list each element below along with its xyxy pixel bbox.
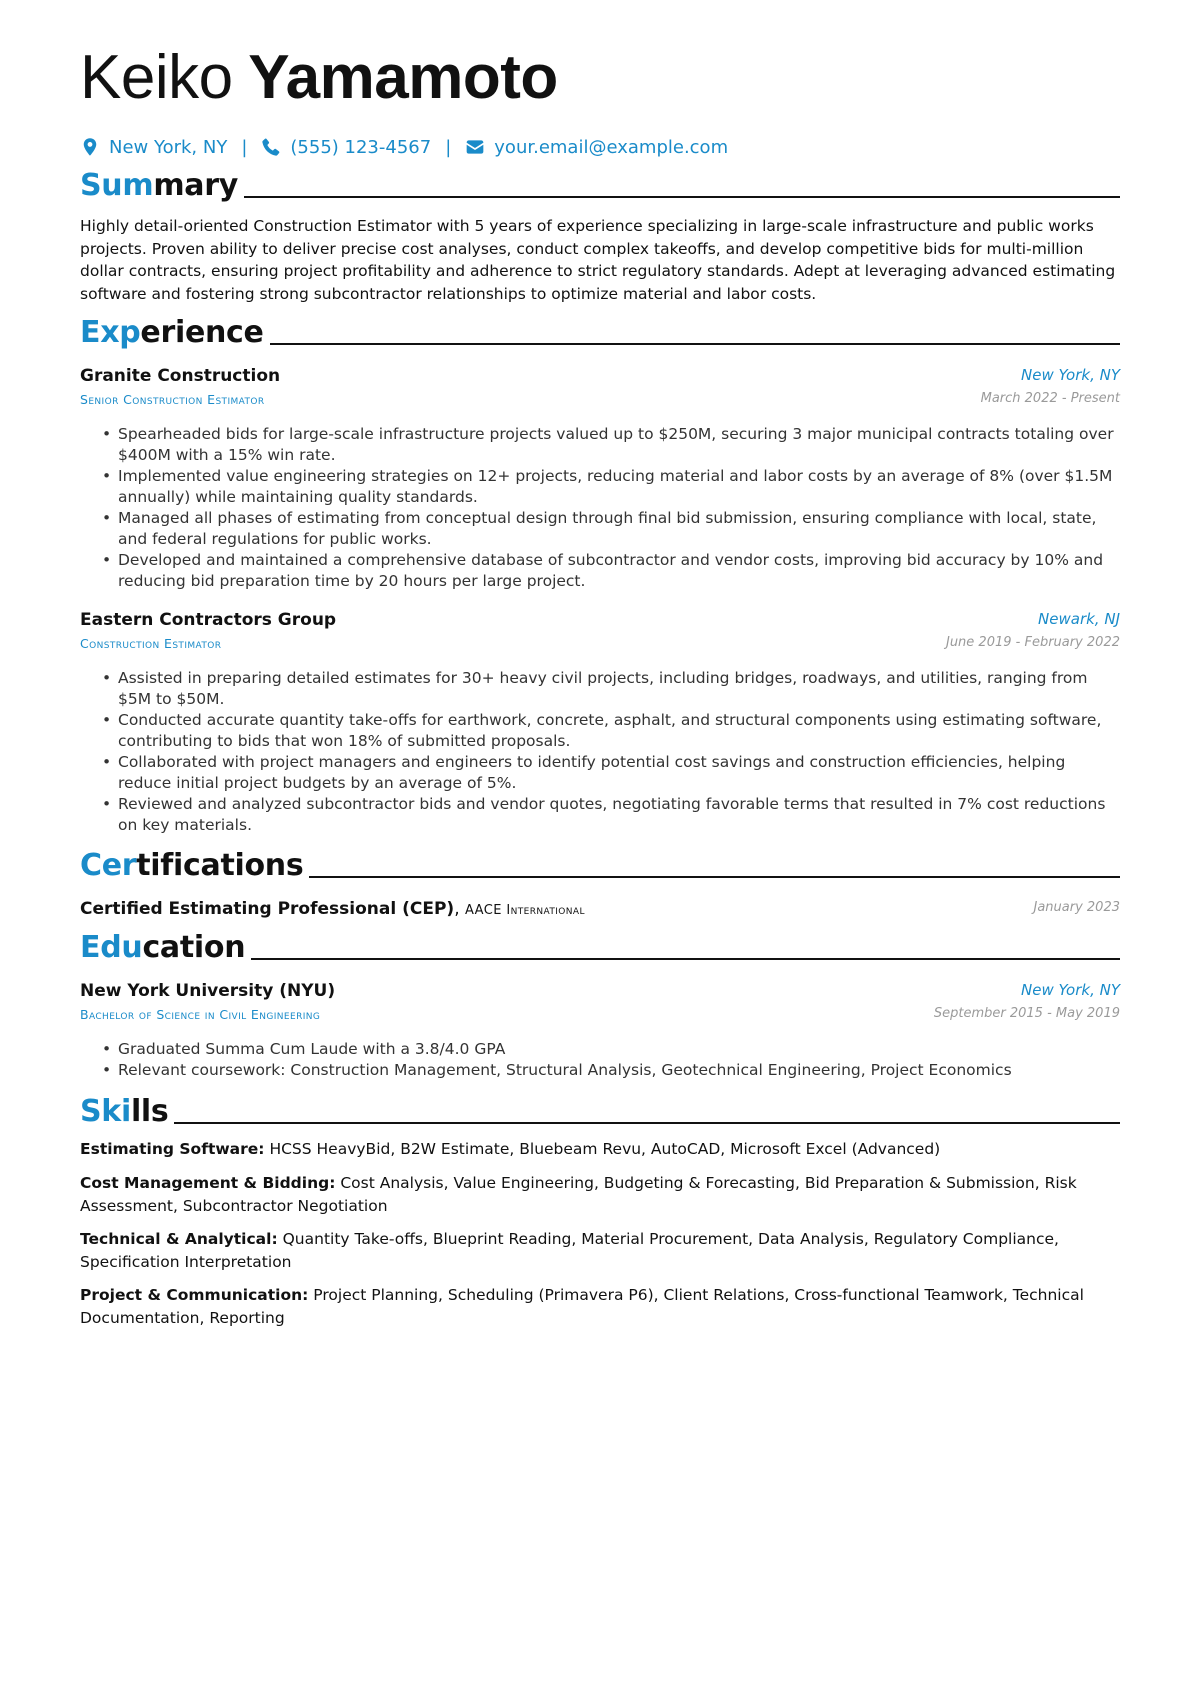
school-location: New York, NY xyxy=(1021,981,1120,999)
list-item: • Conducted accurate quantity take-offs for earthwork, concrete, asphalt, and structural components using estimating software, contributing to bids that won 18% of submitted proposals. xyxy=(80,710,1120,752)
certification-date: January 2023 xyxy=(1033,900,1120,915)
skill-value: HCSS HeavyBid, B2W Estimate, Bluebeam Revu, AutoCAD, Microsoft Excel (Advanced) xyxy=(269,1140,941,1158)
school-name: New York University (NYU) xyxy=(80,981,336,1001)
skill-label: Technical & Analytical: xyxy=(80,1230,278,1248)
job-location: New York, NY xyxy=(1021,366,1120,384)
candidate-name xyxy=(80,38,558,118)
experience-heading xyxy=(80,311,1120,351)
list-item: • Reviewed and analyzed subcontractor bids and vendor quotes, negotiating favorable terms that resulted in 7% cost reductions on key materials. xyxy=(80,794,1120,836)
skill-group xyxy=(80,1138,1120,1161)
contact-location xyxy=(80,137,227,158)
skill-label: Project & Communication: xyxy=(80,1286,309,1304)
job-dates: March 2022 - Present xyxy=(980,391,1120,406)
list-item: • Managed all phases of estimating from conceptual design through final bid submission, ensuring compliance with local, state, and federal regulations for public works. xyxy=(80,508,1120,550)
job-dates: June 2019 - February 2022 xyxy=(945,635,1120,650)
contact-email[interactable] xyxy=(465,137,728,158)
list-item: • Graduated Summa Cum Laude with a 3.8/4.0 GPA xyxy=(80,1039,1120,1060)
skill-value: Quantity Take-offs, Blueprint Reading, Material Procurement, Data Analysis, Regulatory Compliance, Specification Interpretation xyxy=(80,1230,1059,1271)
section-title: Certifications xyxy=(80,848,304,883)
contact-separator: | xyxy=(445,136,452,158)
skill-group xyxy=(80,1284,1120,1329)
skill-group xyxy=(80,1172,1120,1217)
contact-phone[interactable] xyxy=(261,137,431,158)
education-dates: September 2015 - May 2019 xyxy=(933,1006,1120,1021)
section-rule xyxy=(251,958,1120,960)
list-item: • Relevant coursework: Construction Management, Structural Analysis, Geotechnical Engineering, Project Economics xyxy=(80,1060,1120,1081)
section-rule xyxy=(309,876,1120,878)
list-item: • Spearheaded bids for large-scale infrastructure projects valued up to $250M, securing 3 major municipal contracts totaling over $400M with a 15% win rate. xyxy=(80,424,1120,466)
summary-heading xyxy=(80,164,1120,204)
certification-name: Certified Estimating Professional (CEP) xyxy=(80,899,455,919)
section-title: Skills xyxy=(80,1094,169,1129)
skill-value: Project Planning, Scheduling (Primavera P6), Client Relations, Cross-functional Teamwork, Technical Documentation, Reporting xyxy=(80,1286,1084,1327)
skill-label: Estimating Software: xyxy=(80,1140,265,1158)
job-company: Eastern Contractors Group xyxy=(80,610,337,630)
education-bullets xyxy=(80,1039,1120,1081)
education-heading xyxy=(80,926,1120,966)
list-item: • Assisted in preparing detailed estimates for 30+ heavy civil projects, including bridges, roadways, and utilities, ranging from $5M to $50M. xyxy=(80,668,1120,710)
job-bullets xyxy=(80,668,1120,836)
skill-group xyxy=(80,1228,1120,1273)
section-rule xyxy=(174,1122,1120,1124)
skill-value: Cost Analysis, Value Engineering, Budgeting & Forecasting, Bid Preparation & Submission, Risk Assessment, Subcontractor Negotiation xyxy=(80,1174,1077,1215)
section-title: Experience xyxy=(80,315,264,350)
certification-org: AACE International xyxy=(465,903,585,918)
location-text: New York, NY xyxy=(109,136,228,158)
last-name: Yamamoto xyxy=(248,43,558,112)
list-item: • Developed and maintained a comprehensive database of subcontractor and vendor costs, improving bid accuracy by 10% and reducing bid preparation time by 20 hours per large project. xyxy=(80,550,1120,592)
list-item: • Collaborated with project managers and engineers to identify potential cost savings and construction efficiencies, helping reduce initial project budgets by an average of 5%. xyxy=(80,752,1120,794)
map-pin-icon xyxy=(80,137,100,157)
contact-bar xyxy=(80,132,728,162)
section-title: Education xyxy=(80,930,246,965)
certifications-heading xyxy=(80,844,1120,884)
job-company: Granite Construction xyxy=(80,366,281,386)
job-title: Senior Construction Estimator xyxy=(80,392,265,407)
contact-separator: | xyxy=(241,136,248,158)
phone-icon xyxy=(261,137,281,157)
job-location: Newark, NJ xyxy=(1038,610,1120,628)
section-rule xyxy=(270,343,1120,345)
degree-title: Bachelor of Science in Civil Engineering xyxy=(80,1007,321,1022)
summary-text: Highly detail-oriented Construction Estimator with 5 years of experience specializing in large-scale infrastructure and public works projects. Proven ability to deliver precise cost analyses, conduct complex takeoffs, and develop competitive bids for multi-million dollar contracts, ensuring project profitability and adherence to strict regulatory standards. Adept at leveraging advanced estimating software and fostering strong subcontractor relationships to optimize material and labor costs. xyxy=(80,217,1116,303)
phone-text: (555) 123-4567 xyxy=(290,136,432,158)
list-item: • Implemented value engineering strategies on 12+ projects, reducing material and labor costs by an average of 8% (over $1.5M annually) while maintaining quality standards. xyxy=(80,466,1120,508)
skill-label: Cost Management & Bidding: xyxy=(80,1174,336,1192)
skills-heading xyxy=(80,1090,1120,1130)
job-bullets xyxy=(80,424,1120,592)
section-rule xyxy=(244,196,1120,198)
certification-item xyxy=(80,897,585,923)
first-name: Keiko xyxy=(80,43,233,112)
section-title: Summary xyxy=(80,168,238,203)
email-text: your.email@example.com xyxy=(494,136,729,158)
certification-separator: , xyxy=(454,899,460,919)
envelope-icon xyxy=(465,137,485,157)
job-title: Construction Estimator xyxy=(80,636,222,651)
